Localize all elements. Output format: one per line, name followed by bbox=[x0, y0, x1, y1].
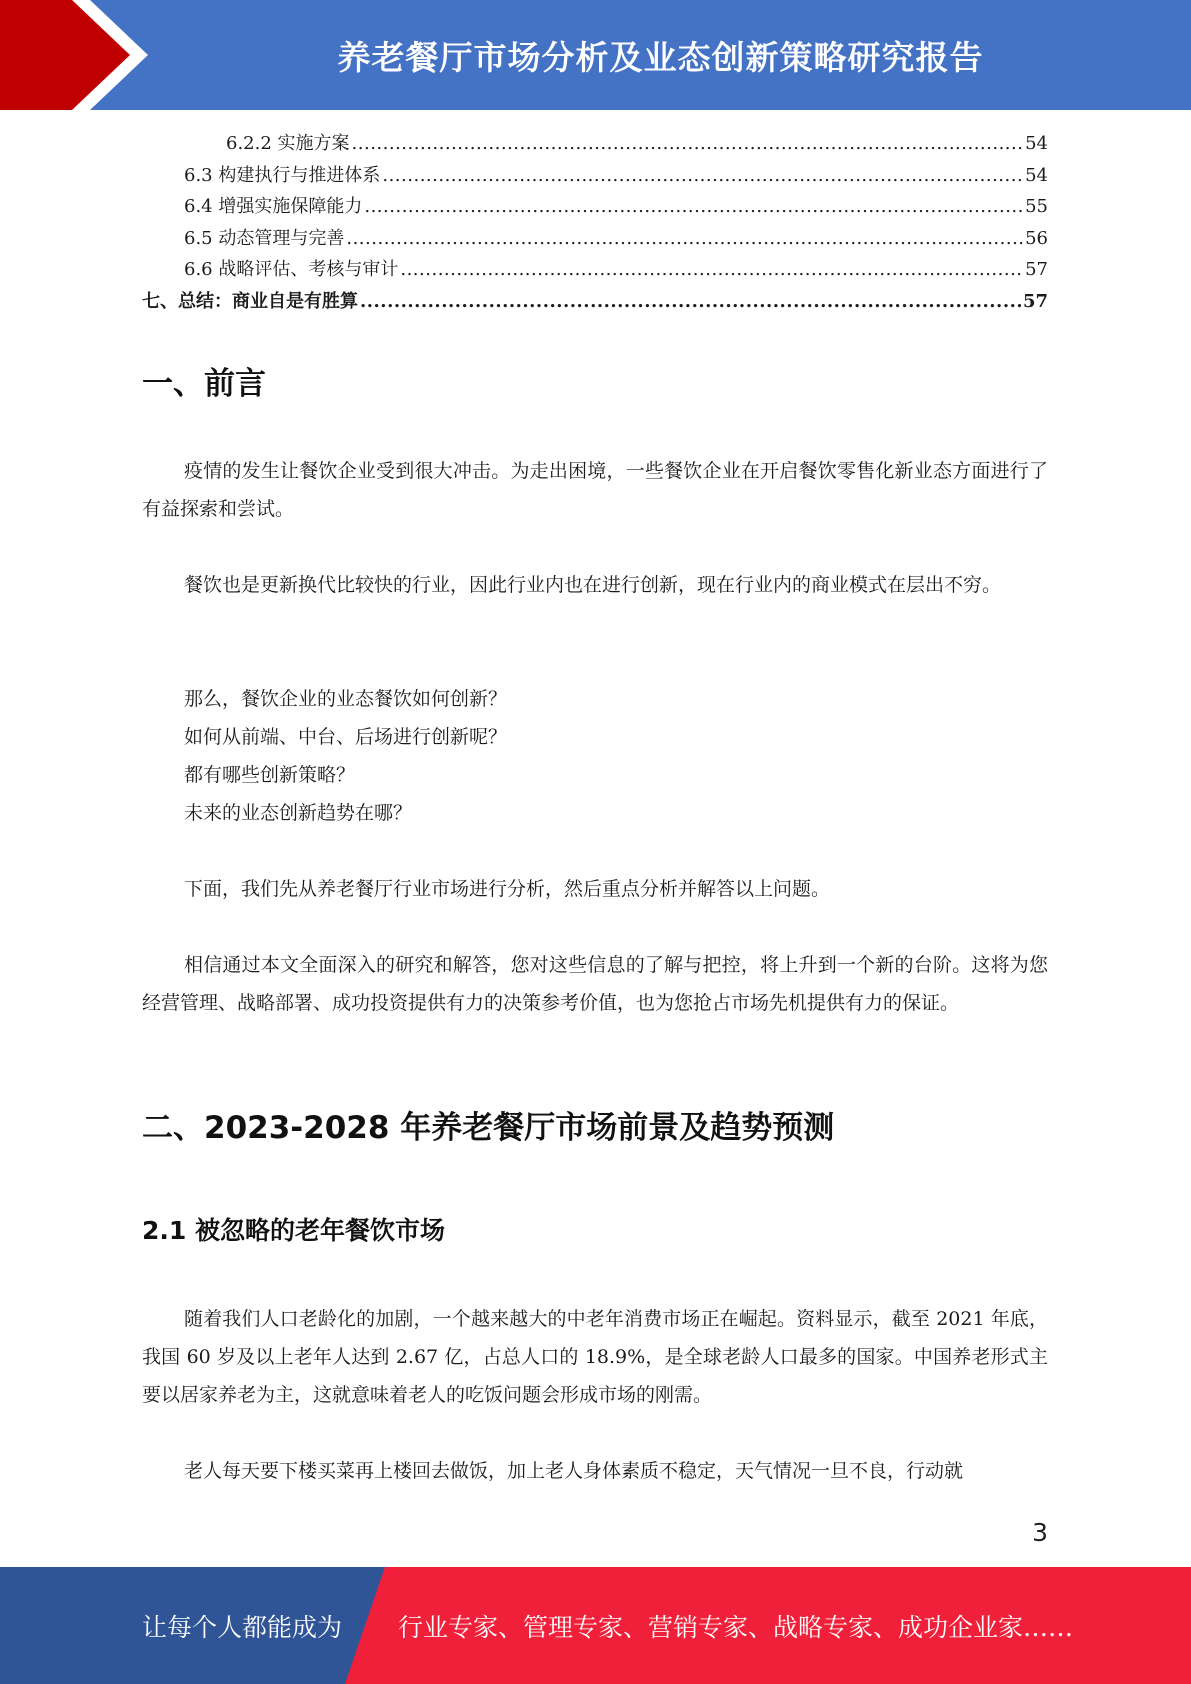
paragraph: 餐饮也是更新换代比较快的行业，因此行业内也在进行创新，现在行业内的商业模式在层出不穷。 bbox=[184, 574, 1002, 596]
table-of-contents bbox=[142, 128, 1048, 317]
toc-entry[interactable] bbox=[142, 160, 1048, 192]
question-item: 都有哪些创新策略？ bbox=[184, 764, 356, 786]
toc-entry[interactable] bbox=[142, 254, 1048, 286]
toc-entry-label: 6.3 构建执行与推进体系 bbox=[184, 164, 381, 186]
toc-leader-dots bbox=[360, 286, 1021, 318]
paragraph: 随着我们人口老龄化的加剧，一个越来越大的中老年消费市场正在崛起。资料显示，截至 2021 年底，我国 60 岁及以上老年人达到 2.67 亿，占总人口的 18.9%，是全球老龄人口最多的国家。中国养老形式主要以居家养老为主，这就意味着老人的吃饭问题会形成市场的刚需。 bbox=[142, 1308, 1048, 1406]
toc-entry-label: 6.6 战略评估、考核与审计 bbox=[184, 259, 399, 280]
footer-slogan-left: 让每个人都能成为 bbox=[142, 1612, 343, 1642]
question-item: 那么，餐饮企业的业态餐饮如何创新？ bbox=[184, 688, 508, 710]
toc-entry[interactable] bbox=[142, 286, 1048, 318]
report-title: 养老餐厅市场分析及业态创新策略研究报告 bbox=[337, 37, 984, 77]
toc-leader-dots bbox=[346, 223, 1023, 255]
toc-entry-page: 57 bbox=[1022, 290, 1048, 312]
toc-entry[interactable] bbox=[142, 223, 1048, 255]
question-item: 未来的业态创新趋势在哪？ bbox=[184, 802, 413, 824]
toc-leader-dots bbox=[400, 254, 1023, 286]
paragraph: 疫情的发生让餐饮企业受到很大冲击。为走出困境，一些餐饮企业在开启餐饮零售化新业态方面进行了有益探索和尝试。 bbox=[142, 460, 1048, 520]
header-arrow-red bbox=[0, 0, 130, 110]
paragraph: 相信通过本文全面深入的研究和解答，您对这些信息的了解与把控，将上升到一个新的台阶。这将为您经营管理、战略部署、成功投资提供有力的决策参考价值，也为您抢占市场先机提供有力的保证。 bbox=[142, 954, 1048, 1014]
question-list bbox=[184, 680, 507, 832]
toc-entry[interactable] bbox=[142, 128, 1048, 160]
footer-slogan-right: 行业专家、管理专家、营销专家、战略专家、成功企业家…… bbox=[398, 1612, 1074, 1642]
toc-entry-page: 57 bbox=[1025, 259, 1048, 280]
paragraph: 老人每天要下楼买菜再上楼回去做饭，加上老人身体素质不稳定，天气情况一旦不良，行动就 bbox=[184, 1460, 964, 1482]
toc-entry-page: 54 bbox=[1025, 164, 1048, 186]
page-footer bbox=[0, 1567, 1191, 1684]
section-heading: 二、2023-2028 年养老餐厅市场前景及趋势预测 bbox=[142, 1110, 835, 1146]
toc-leader-dots bbox=[352, 128, 1024, 160]
question-item: 如何从前端、中台、后场进行创新呢？ bbox=[184, 726, 508, 748]
toc-leader-dots bbox=[364, 191, 1023, 223]
toc-entry-label: 七、总结：商业自是有胜算 bbox=[142, 290, 358, 312]
toc-leader-dots bbox=[382, 160, 1023, 192]
toc-entry-label: 6.4 增强实施保障能力 bbox=[184, 196, 363, 217]
toc-entry-page: 55 bbox=[1025, 196, 1048, 217]
page-number: 3 bbox=[1032, 1518, 1048, 1547]
subsection-heading: 2.1 被忽略的老年餐饮市场 bbox=[142, 1216, 445, 1245]
toc-entry-page: 56 bbox=[1025, 227, 1048, 249]
toc-entry-label: 6.2.2 实施方案 bbox=[226, 133, 350, 154]
toc-entry-page: 54 bbox=[1025, 133, 1048, 154]
toc-entry-label: 6.5 动态管理与完善 bbox=[184, 227, 345, 249]
section-heading: 一、前言 bbox=[142, 366, 266, 402]
paragraph: 下面，我们先从养老餐厅行业市场进行分析，然后重点分析并解答以上问题。 bbox=[184, 878, 831, 900]
page-header bbox=[0, 0, 1191, 110]
toc-entry[interactable] bbox=[142, 191, 1048, 223]
